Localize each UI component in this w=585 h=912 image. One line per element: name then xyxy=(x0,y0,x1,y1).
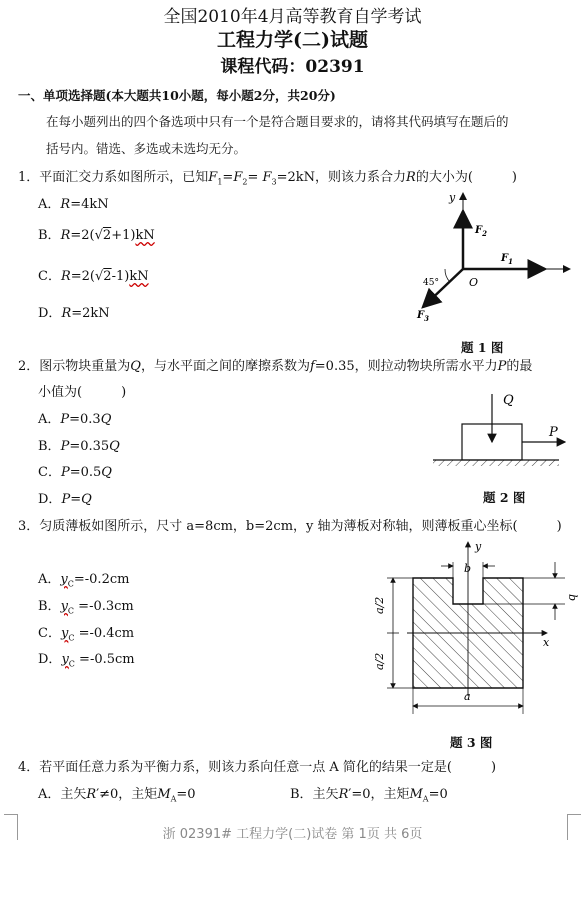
b-right-label: b xyxy=(566,594,579,602)
question-2-stem-line-2: 小值为( ) xyxy=(38,385,127,400)
sqrt-sign: √ xyxy=(94,228,103,243)
figure-2-block-diagram xyxy=(425,386,585,476)
y-axis-label: y xyxy=(449,191,456,204)
ground-hatch xyxy=(433,460,559,466)
origin-label: O xyxy=(469,276,479,289)
question-1-option-d[interactable]: D．R=2kN xyxy=(38,306,110,321)
figure-2-caption: 题 2 图 xyxy=(483,490,526,505)
a-half-bottom-label: a/2 xyxy=(373,652,386,670)
sqrt-sign: √ xyxy=(95,269,104,284)
a-label: a xyxy=(464,690,471,703)
question-1-option-c[interactable]: C．R=2(√2-1)kN xyxy=(38,269,149,284)
f2-label: $F_2$ xyxy=(475,225,487,238)
question-3-option-d[interactable]: D．$y_C =-0.5cm$ xyxy=(38,652,135,669)
instruction-line-2: 括号内。错选、多选或未选均无分。 xyxy=(46,141,247,156)
b-top-label: b xyxy=(464,562,472,575)
figure-1-force-diagram xyxy=(405,185,585,355)
question-4-option-a[interactable]: A．主矢R′≠0，主矩$M_A=0$ xyxy=(38,787,196,804)
figure-3-plate-diagram xyxy=(365,536,585,736)
f1-label: $F_1$ xyxy=(501,253,513,266)
page-footer: 浙 02391# 工程力学(二)试卷 第 1页 共 6页 xyxy=(162,827,423,842)
question-4-option-b[interactable]: B．主矢R′=0，主矩$M_A=0$ xyxy=(290,787,448,804)
crop-mark-right-h xyxy=(567,814,581,815)
figure-3-caption: 题 3 图 xyxy=(450,735,493,750)
question-2-option-c[interactable]: C．P=0.5Q xyxy=(38,465,112,480)
weight-label: Q xyxy=(503,393,514,408)
question-1-stem: 1．平面汇交力系如图所示，已知$F_1=F_2= F_3=2kN$，则该力系合力R的大小为( ) xyxy=(18,170,517,187)
question-3-option-b[interactable]: B．$y_C =-0.3cm$ xyxy=(38,599,134,616)
angle-label: 45° xyxy=(423,278,439,288)
question-2-option-b[interactable]: B．P=0.35Q xyxy=(38,439,120,454)
question-3-option-a[interactable]: A．$y_C=-0.2cm$ xyxy=(38,572,130,589)
course-code: 课程代码：02391 xyxy=(220,57,365,77)
question-3-option-c[interactable]: C．$y_C =-0.4cm$ xyxy=(38,626,135,643)
force-label: P xyxy=(549,425,558,440)
subject-title: 工程力学(二)试题 xyxy=(217,29,368,51)
question-1-option-b[interactable]: B．R=2(√2+1)kN xyxy=(38,228,155,243)
figure-1-caption: 题 1 图 xyxy=(461,340,504,355)
question-3-stem: 3．匀质薄板如图所示，尺寸 a=8cm，b=2cm，y 轴为薄板对称轴，则薄板重心坐标( ) xyxy=(18,519,562,534)
question-1-option-a[interactable]: A．R=4kN xyxy=(38,197,109,212)
question-2-stem-line-1: 2．图示物块重量为Q，与水平面之间的摩擦系数为f=0.35，则拉动物块所需水平力P的最 xyxy=(18,359,533,374)
exam-title: 全国2010年4月高等教育自学考试 xyxy=(163,7,422,27)
question-2-option-a[interactable]: A．P=0.3Q xyxy=(38,412,112,427)
section-heading: 一、单项选择题(本大题共10小题，每小题2分，共20分) xyxy=(18,88,336,103)
force-f3-arrow xyxy=(423,269,463,307)
crop-mark-left-h xyxy=(4,814,18,815)
a-half-top-label: a/2 xyxy=(373,596,386,614)
angle-arc xyxy=(445,269,450,282)
f3-label: $F_3$ xyxy=(417,310,429,323)
x-axis-label: x xyxy=(543,636,550,649)
y-axis-label: y xyxy=(475,540,482,553)
instruction-line-1: 在每小题列出的四个备选项中只有一个是符合题目要求的，请将其代码填写在题后的 xyxy=(46,114,509,129)
question-4-stem: 4．若平面任意力系为平衡力系，则该力系向任意一点 A 简化的结果一定是( ) xyxy=(18,760,497,775)
question-2-option-d[interactable]: D．P=Q xyxy=(38,492,92,507)
